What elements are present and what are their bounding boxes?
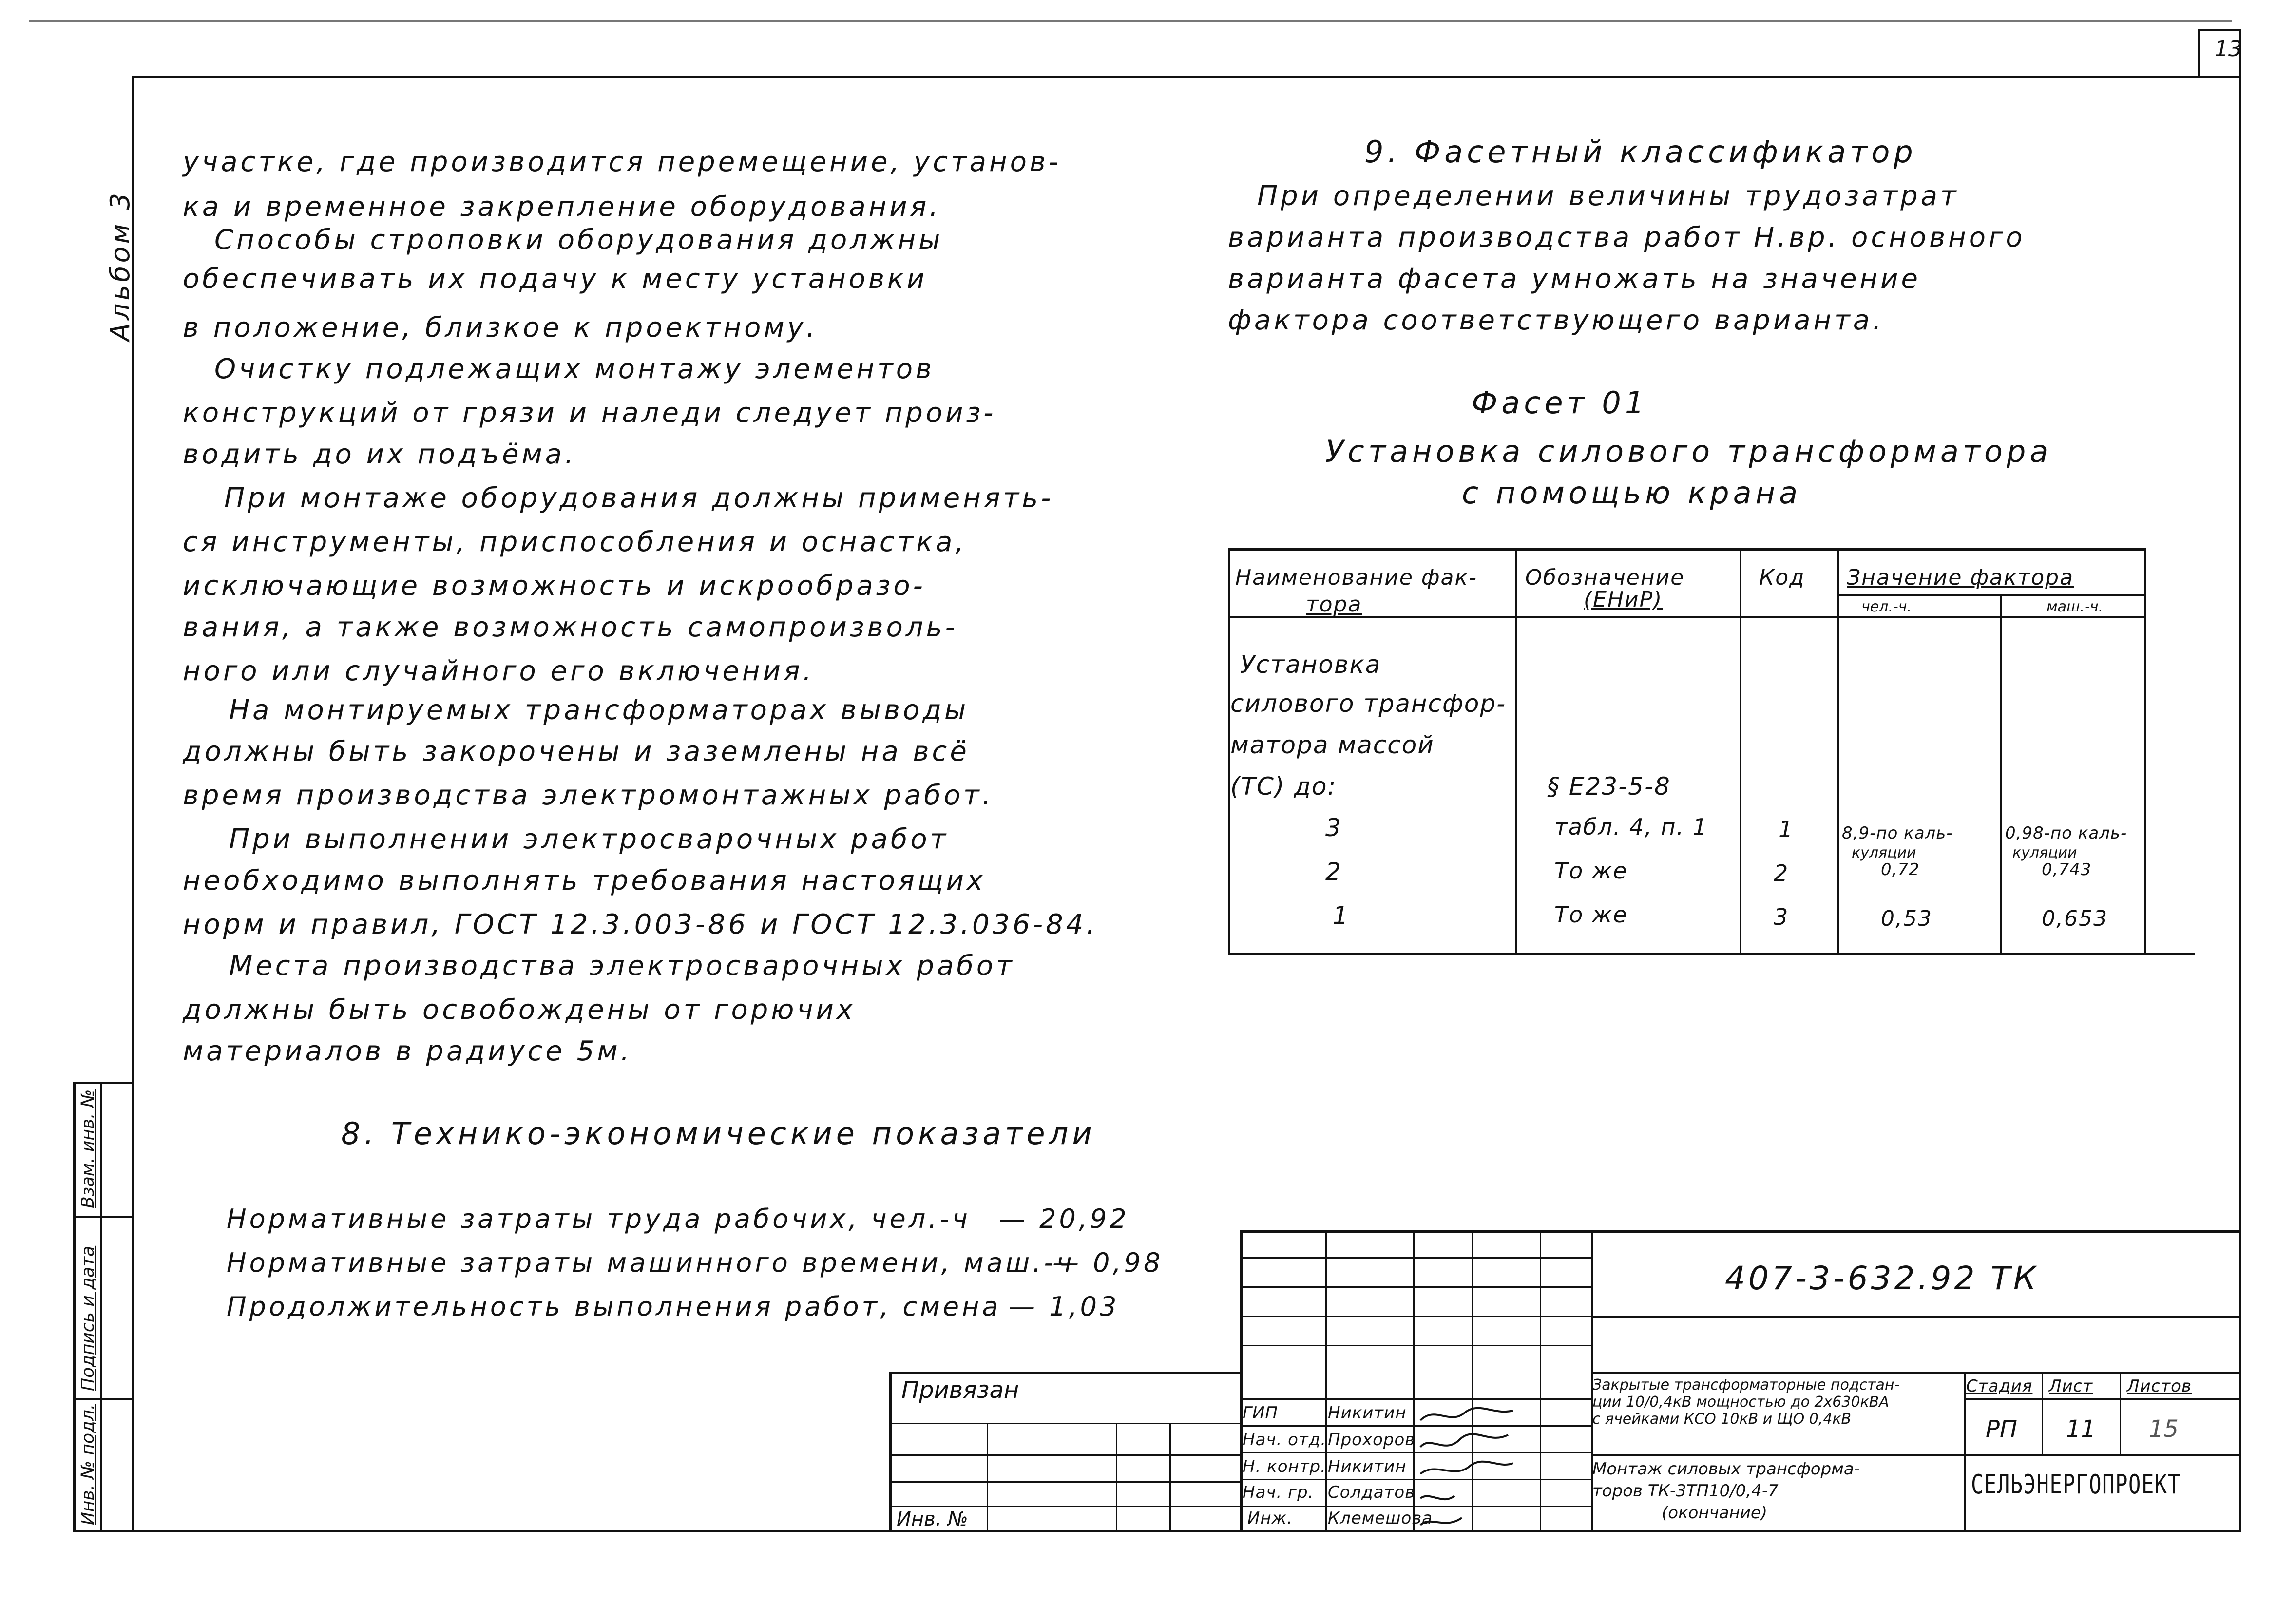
indicator-value: — 1,03 bbox=[1009, 1291, 1120, 1322]
row-machine: 0,653 bbox=[2042, 906, 2108, 931]
drawing-title: Монтаж силовых трансформа- bbox=[1592, 1459, 1860, 1479]
indicator-value: — 0,98 bbox=[1052, 1247, 1164, 1278]
header-name-2: тора bbox=[1306, 592, 1362, 617]
calc-word: куляции bbox=[1852, 844, 1916, 861]
organization: СЕЛЬЭНЕРГОПРОЕКТ bbox=[1971, 1469, 2181, 1500]
role-engineer: Инж. bbox=[1247, 1509, 1293, 1528]
header-value: Значение фактора bbox=[1847, 565, 2074, 590]
text-line: Способы строповки оборудования должны bbox=[214, 224, 943, 256]
text-line: фактора соответствующего варианта. bbox=[1228, 305, 1884, 336]
stage-label: Стадия bbox=[1966, 1376, 2033, 1396]
text-line: обеспечивать их подачу к месту установки bbox=[183, 263, 928, 295]
facet-subtitle: Установка силового трансформатора bbox=[1325, 434, 2052, 469]
indicator-label: Нормативные затраты труда рабочих, чел.-ч bbox=[227, 1203, 971, 1234]
row-labor: 8,9-по каль- bbox=[1842, 823, 1953, 843]
indicator-value: — 20,92 bbox=[999, 1203, 1129, 1234]
text-line: должны быть закорочены и заземлены на всё bbox=[183, 736, 970, 767]
text-line: варианта производства работ Н.вр. основного bbox=[1228, 222, 2026, 253]
section8-title: 8. Технико-экономические показатели bbox=[341, 1116, 1096, 1151]
text-line: водить до их подъёма. bbox=[183, 439, 576, 470]
text-line: При выполнении электросварочных работ bbox=[229, 823, 949, 855]
album-label: Альбом 3 bbox=[105, 190, 135, 341]
indicator-label: Продолжительность выполнения работ, смена bbox=[227, 1291, 1001, 1322]
reference: § Е23-5-8 bbox=[1547, 772, 1671, 801]
text-line: время производства электромонтажных работ. bbox=[183, 780, 994, 811]
facet-subtitle-2: с помощью крана bbox=[1462, 475, 1802, 511]
text-line: ка и временное закрепление оборудования. bbox=[183, 191, 941, 223]
text-line: варианта фасета умножать на значение bbox=[1228, 263, 1921, 295]
text-line: должны быть освобождены от горючих bbox=[183, 994, 856, 1026]
text-line: необходимо выполнять требования настоящих bbox=[183, 865, 986, 897]
replace-inv-label: Взам. инв. № bbox=[78, 1089, 98, 1208]
description-line: с ячейками КСО 10кВ и ЩО 0,4кВ bbox=[1592, 1411, 1852, 1428]
role-head-group: Нач. гр. bbox=[1243, 1483, 1314, 1502]
header-code: Код bbox=[1759, 565, 1805, 590]
sheet-value: 11 bbox=[2066, 1415, 2096, 1443]
row-mass: 3 bbox=[1325, 814, 1342, 842]
row-machine: 0,743 bbox=[2042, 860, 2092, 879]
text-line: Очистку подлежащих монтажу элементов bbox=[214, 353, 935, 385]
sheet-label: Лист bbox=[2049, 1376, 2093, 1396]
facet-title: Фасет 01 bbox=[1472, 385, 1648, 420]
doc-code: 407-3-632.92 ТК bbox=[1725, 1260, 2039, 1297]
factor-line: Установка bbox=[1240, 650, 1381, 679]
row-mass: 1 bbox=[1333, 901, 1349, 930]
header-labor: чел.-ч. bbox=[1861, 598, 1912, 615]
row-designation: То же bbox=[1554, 901, 1628, 928]
stage-value: РП bbox=[1986, 1415, 2018, 1443]
factor-line: матора массой bbox=[1230, 731, 1435, 759]
header-designation: Обозначение bbox=[1525, 565, 1685, 590]
name: Никитин bbox=[1328, 1403, 1407, 1423]
row-mass: 2 bbox=[1325, 858, 1342, 886]
drawing-title: торов ТК-3ТП10/0,4-7 bbox=[1592, 1481, 1779, 1501]
text-line: ного или случайного его включения. bbox=[183, 655, 815, 687]
text-line: При монтаже оборудования должны применять- bbox=[224, 482, 1054, 514]
row-labor: 0,53 bbox=[1881, 906, 1932, 931]
row-machine: 0,98-по каль- bbox=[2005, 823, 2127, 843]
text-line: Места производства электросварочных работ bbox=[229, 950, 1015, 982]
factor-line: силового трансфор- bbox=[1230, 689, 1507, 718]
indicator-label: Нормативные затраты машинного времени, маш.-ч bbox=[227, 1247, 1075, 1278]
role-norm-control: Н. контр. bbox=[1243, 1457, 1326, 1476]
sign-date-label: Подпись и дата bbox=[78, 1245, 98, 1391]
drawing-title: (окончание) bbox=[1662, 1503, 1768, 1523]
description-line: ции 10/0,4кВ мощностью до 2х630кВА bbox=[1592, 1394, 1889, 1411]
text-line: материалов в радиусе 5м. bbox=[183, 1035, 632, 1067]
text-line: На монтируемых трансформаторах выводы bbox=[229, 694, 969, 726]
page-number: 13 bbox=[2215, 37, 2242, 61]
signatures bbox=[1416, 1401, 1532, 1532]
text-line: в положение, близкое к проектному. bbox=[183, 312, 818, 344]
sheets-label: Листов bbox=[2127, 1376, 2192, 1396]
row-code: 1 bbox=[1779, 816, 1794, 842]
name: Клемешова bbox=[1328, 1509, 1433, 1528]
name: Солдатов bbox=[1328, 1483, 1416, 1502]
row-code: 3 bbox=[1774, 904, 1789, 930]
row-labor: 0,72 bbox=[1881, 860, 1920, 879]
description-line: Закрытые трансформаторные подстан- bbox=[1592, 1376, 1900, 1394]
text-line: исключающие возможность и искрообразо- bbox=[183, 570, 926, 602]
inv-orig-label: Инв. № подл. bbox=[78, 1404, 98, 1525]
row-code: 2 bbox=[1774, 860, 1789, 886]
text-line: При определении величины трудозатрат bbox=[1257, 180, 1959, 212]
factor-line: (ТС) до: bbox=[1230, 772, 1337, 801]
inv-no-label: Инв. № bbox=[897, 1508, 968, 1530]
header-machine: маш.-ч. bbox=[2047, 598, 2104, 615]
attached-label: Привязан bbox=[901, 1376, 1019, 1404]
row-designation: То же bbox=[1554, 858, 1628, 884]
text-line: вания, а также возможность самопроизволь- bbox=[183, 611, 958, 643]
section9-title: 9. Фасетный классификатор bbox=[1364, 134, 1917, 170]
name: Никитин bbox=[1328, 1457, 1407, 1476]
text-line: норм и правил, ГОСТ 12.3.003-86 и ГОСТ 12.3.036-84. bbox=[183, 909, 1098, 940]
text-line: конструкций от грязи и наледи следует произ- bbox=[183, 397, 996, 429]
row-designation: табл. 4, п. 1 bbox=[1554, 814, 1708, 840]
name: Прохоров bbox=[1328, 1430, 1416, 1450]
sheets-value: 15 bbox=[2149, 1415, 2179, 1443]
header-name: Наименование фак- bbox=[1235, 565, 1477, 590]
calc-word: куляции bbox=[2012, 844, 2077, 861]
text-line: участке, где производится перемещение, установ- bbox=[183, 146, 1062, 178]
text-line: ся инструменты, приспособления и оснастка, bbox=[183, 526, 967, 558]
header-designation-2: (ЕНиР) bbox=[1584, 587, 1663, 612]
role-head-dept: Нач. отд. bbox=[1243, 1430, 1327, 1450]
role-gip: ГИП bbox=[1243, 1403, 1278, 1423]
